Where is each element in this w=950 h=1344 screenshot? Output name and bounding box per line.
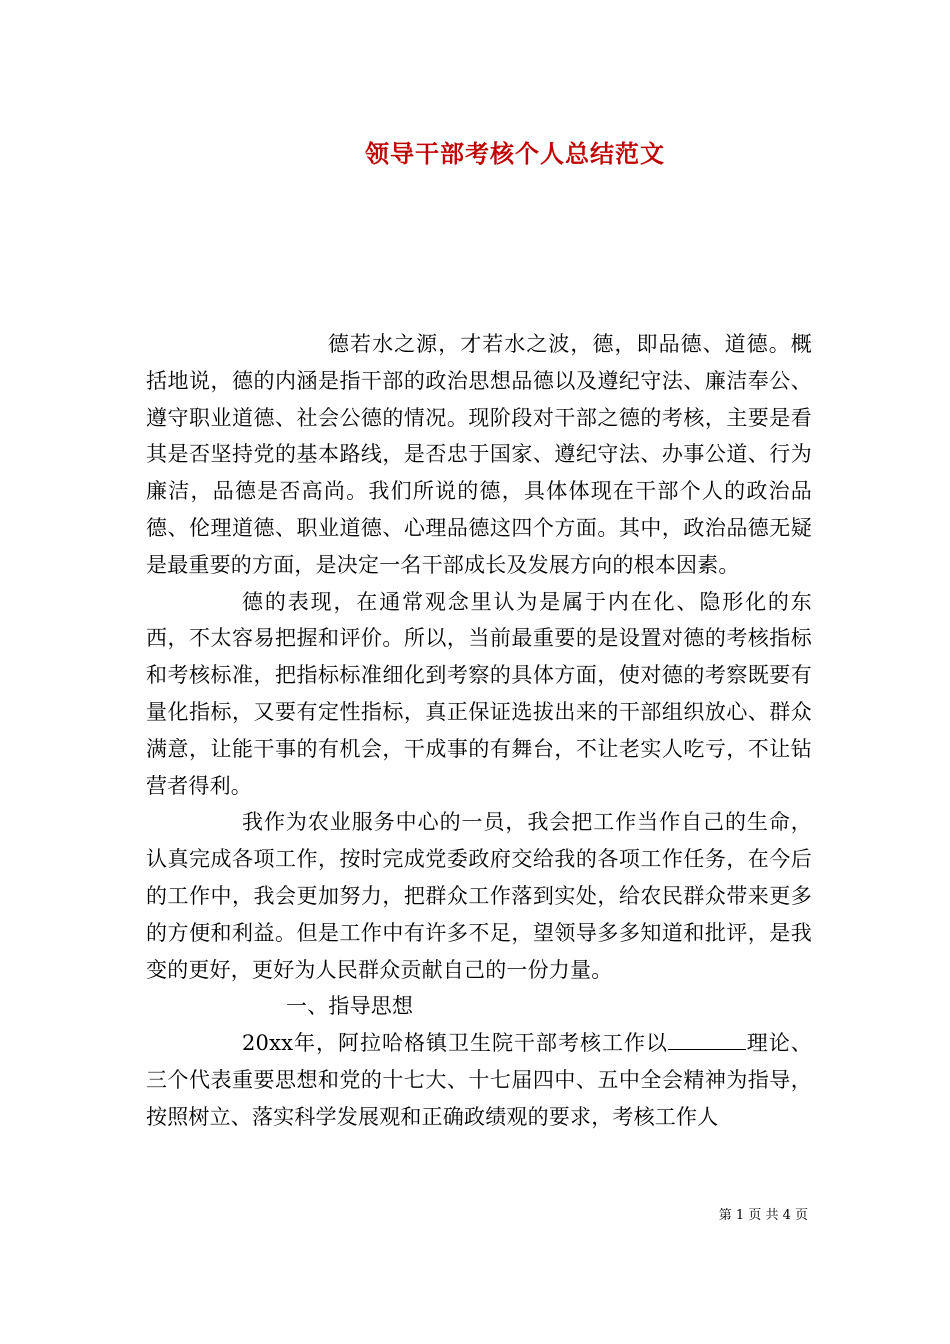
- page-number-footer: 第 1 页 共 4 页: [718, 1208, 808, 1223]
- paragraph-1: 德若水之源，才若水之波，德，即品德、道德。概括地说，德的内涵是指干部的政治思想品德以及遵纪守法、廉洁奉公、遵守职业道德、社会公德的情况。现阶段对干部之德的考核，主要是看其是否坚持党的基本路线，是否忠于国家、遵纪守法、办事公道、行为廉洁，品德是否高尚。我们所说的德，具体体现在干部个人的政治品德、伦理道德、职业道德、心理品德这四个方面。其中，政治品德无疑是最重要的方面，是决定一名干部成长及发展方向的根本因素。: [146, 332, 812, 577]
- paragraph-2: 德的表现，在通常观念里认为是属于内在化、隐形化的东西，不太容易把握和评价。所以，当前最重要的是设置对德的考核指标和考核标准，把指标标准细化到考察的具体方面，使对德的考察既要有量化指标，又要有定性指标，真正保证选拔出来的干部组织放心、群众满意，让能干事的有机会，干成事的有舞台，不让老实人吃亏，不让钻营者得利。: [146, 589, 812, 798]
- document-body: [146, 326, 812, 1136]
- paragraph-5-end: 理论、三个代表重要思想和党的十七大、十七届四中、五中全会精神为指导，按照树立、落实科学发展观和正确政绩观的要求，考核工作人: [146, 1031, 812, 1129]
- section-heading-guiding-ideology: 一、指导思想: [286, 994, 414, 1019]
- paragraph-5: [146, 1025, 812, 1135]
- fill-in-blank-line: [668, 1031, 746, 1050]
- document-title: 领导干部考核个人总结范文: [365, 139, 665, 168]
- paragraph-3: 我作为农业服务中心的一员，我会把工作当作自己的生命，认真完成各项工作，按时完成党委政府交给我的各项工作任务，在今后的工作中，我会更加努力，把群众工作落到实处，给农民群众带来更多的方便和利益。但是工作中有许多不足，望领导多多知道和批评，是我变的更好，更好为人民群众贡献自己的一份力量。: [146, 810, 812, 982]
- paragraph-5-start: 20xx年，阿拉哈格镇卫生院干部考核工作以: [242, 1031, 668, 1056]
